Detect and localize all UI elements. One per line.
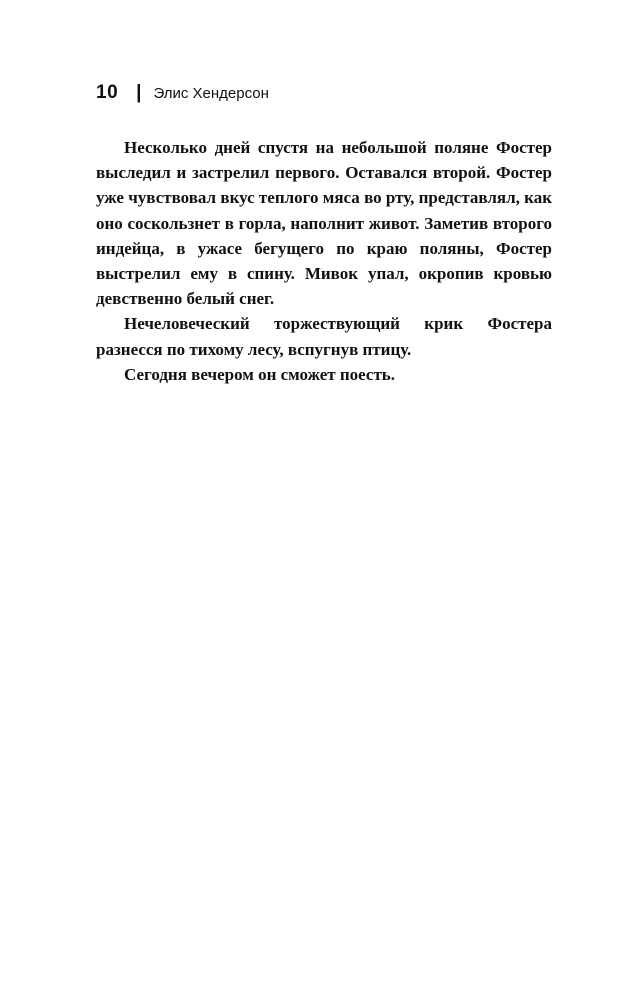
page-header — [96, 82, 269, 104]
header-divider: | — [136, 82, 142, 103]
paragraph: Сегодня вечером он сможет поесть. — [124, 364, 396, 384]
page-number: 10 — [96, 82, 119, 103]
paragraph: Нечеловеческий торжествующий крик Фостера разнесся по тихому лесу, вспугнув птицу. — [96, 314, 552, 359]
running-header-author: Элис Хендерсон — [153, 84, 269, 102]
paragraph: Несколько дней спустя на небольшой поляне Фостер выследил и застрелил первого. Оставался второй. Фостер уже чувствовал вкус теплого мяса во рту, представлял, как оно соскользнет в горла, наполнит живот. Заметив второго индейца, в ужасе бегущего по краю поляны, Фостер выстрелил ему в спину. Мивок упал, окропив кровью девственно белый снег. — [96, 138, 552, 309]
body-text — [96, 135, 552, 387]
